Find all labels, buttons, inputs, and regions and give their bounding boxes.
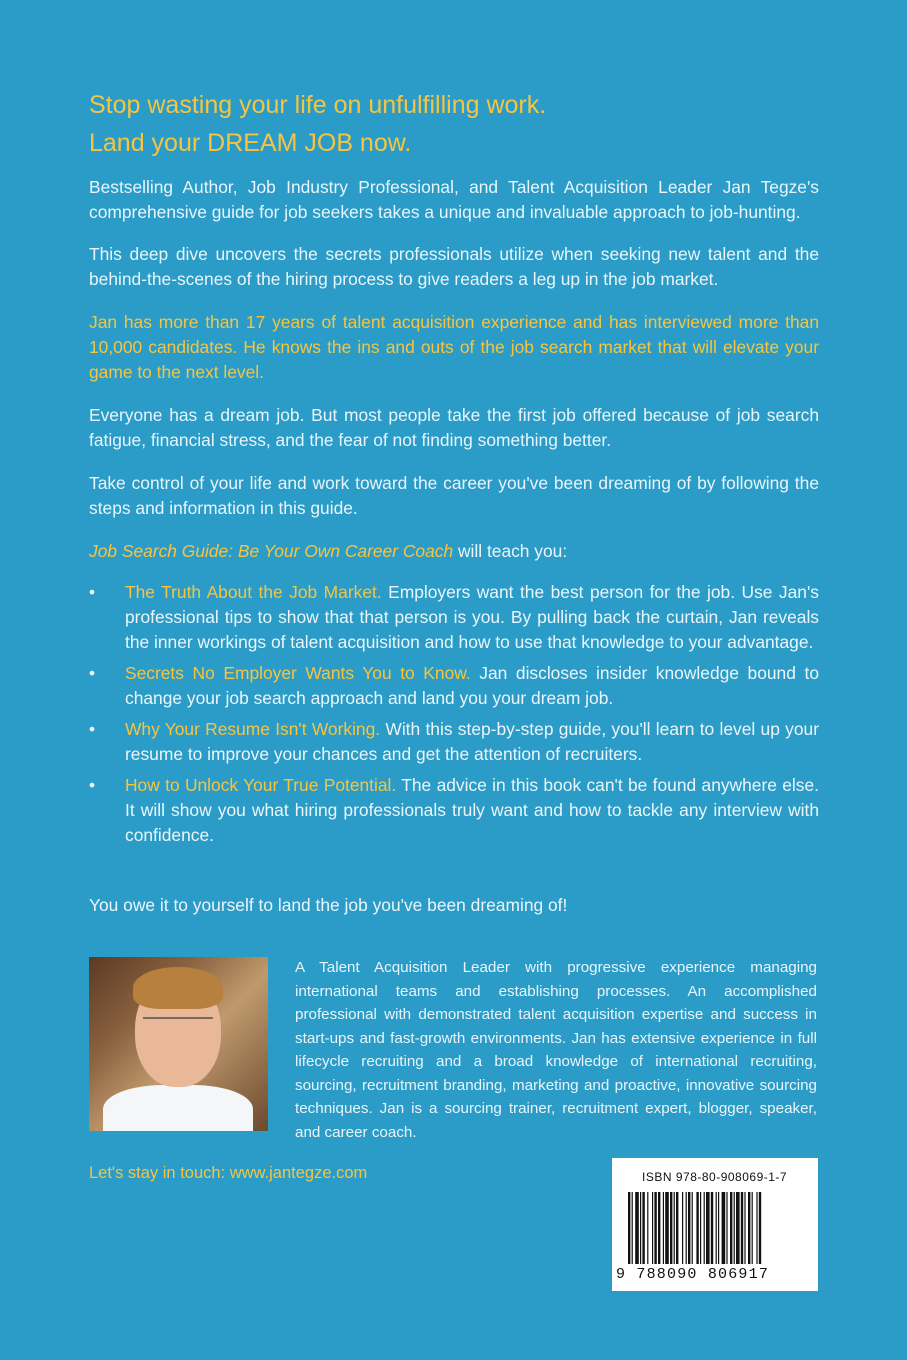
barcode-bar: [663, 1192, 664, 1264]
barcode-bar: [696, 1192, 698, 1264]
barcode-bar: [734, 1192, 735, 1264]
barcode-bars: [624, 1192, 806, 1266]
barcode-bar: [730, 1192, 732, 1264]
closing-line: You owe it to yourself to land the job you've been dreaming of!: [89, 895, 568, 915]
barcode-bar: [674, 1192, 675, 1264]
barcode-bar: [676, 1192, 678, 1264]
contact-line: Let's stay in touch: www.jantegze.com: [89, 1164, 368, 1182]
headline: [89, 86, 829, 162]
photo-hair: [133, 967, 223, 1009]
bullet-lead: Secrets No Employer Wants You to Know.: [125, 663, 471, 683]
list-item: [89, 773, 819, 848]
barcode-bar: [632, 1192, 633, 1264]
bullet-text: With this step-by-step guide, you'll learn to level up your resume to improve your chances and get the attention of recruiters.: [125, 719, 820, 764]
bullet-marker: •: [89, 775, 96, 795]
photo-glasses: [143, 1017, 213, 1039]
barcode-bar: [718, 1192, 719, 1264]
barcode-bar: [741, 1192, 743, 1264]
barcode-bar: [665, 1192, 669, 1264]
barcode-bar: [700, 1192, 701, 1264]
barcode-bar: [640, 1192, 641, 1264]
barcode-bar: [752, 1192, 753, 1264]
barcode-bar: [759, 1192, 761, 1264]
bullet-text: The advice in this book can't be found anywhere else. It will show you what hiring professionals truly want and how to tackle any interview with confidence.: [125, 775, 819, 845]
bullet-lead: Why Your Resume Isn't Working.: [125, 719, 381, 739]
barcode-bar: [692, 1192, 693, 1264]
barcode-bar: [716, 1192, 717, 1264]
paragraph-dream-job: Everyone has a dream job. But most people take the first job offered because of job search fatigue, financial stress, and the fear of not finding something better.: [89, 405, 819, 450]
barcode-bar: [748, 1192, 750, 1264]
barcode-bar: [726, 1192, 727, 1264]
teach-intro-text: will teach you:: [453, 541, 568, 561]
headline-line-1: Stop wasting your life on unfulfilling work.: [89, 91, 547, 119]
bullet-marker: •: [89, 582, 96, 602]
barcode-bar: [722, 1192, 726, 1264]
barcode-bar: [711, 1192, 713, 1264]
book-title: Job Search Guide: Be Your Own Career Coach: [89, 541, 454, 561]
barcode-bar: [652, 1192, 653, 1264]
barcode-bar: [647, 1192, 648, 1264]
photo-shirt: [103, 1085, 253, 1131]
barcode-bar: [706, 1192, 710, 1264]
list-item: [89, 661, 819, 711]
barcode-bar: [635, 1192, 639, 1264]
author-bio: A Talent Acquisition Leader with progressive experience managing international teams and establishing processes. An accomplished professional with demonstrated talent acquisition expertise and success in start-ups and fast-growth environments. Jan has extensive experience in full lifecycle recruiting and a broad knowledge of international recruiting, sourcing, recruitment branding, marketing and proactive, innovative sourcing techniques. Jan is a sourcing trainer, recruitment expert, blogger, speaker, and career coach.: [295, 959, 817, 1141]
paragraph-author: Bestselling Author, Job Industry Professional, and Talent Acquisition Leader Jan Tegze's comprehensive guide for job seekers takes a unique and invaluable approach to job-hunting.: [89, 177, 819, 222]
bullet-lead: How to Unlock Your True Potential.: [125, 775, 397, 795]
list-item: [89, 580, 819, 655]
barcode-bar: [686, 1192, 687, 1264]
paragraph-experience: Jan has more than 17 years of talent acquisition experience and has interviewed more than 10,000 candidates. He knows the ins and outs of the job search market that will elevate your game to the next level.: [89, 312, 819, 382]
barcode-bar: [688, 1192, 690, 1264]
barcode-bar: [628, 1192, 630, 1264]
barcode-bar: [682, 1192, 683, 1264]
barcode-bar: [756, 1192, 757, 1264]
list-item: [89, 717, 819, 767]
barcode-number: 9 788090 806917: [616, 1266, 770, 1283]
barcode-bar: [704, 1192, 705, 1264]
barcode-bar: [654, 1192, 656, 1264]
paragraph-deep-dive: This deep dive uncovers the secrets professionals utilize when seeking new talent and the behind-the-scenes of the hiring process to give readers a leg up in the job market.: [89, 244, 819, 289]
headline-line-2: Land your DREAM JOB now.: [89, 129, 412, 157]
bullet-text: Employers want the best person for the job. Use Jan's professional tips to show that that person is you. By pulling back the curtain, Jan reveals the inner workings of talent acquisition and how to use that knowledge to your advantage.: [125, 582, 819, 652]
bullet-marker: •: [89, 663, 96, 683]
barcode-bar: [670, 1192, 672, 1264]
isbn-barcode: [612, 1158, 818, 1291]
paragraph-take-control: Take control of your life and work toward the career you've been dreaming of by following the steps and information in this guide.: [89, 473, 819, 518]
barcode-bar: [736, 1192, 740, 1264]
isbn-label: ISBN 978-80-908069-1-7: [642, 1170, 788, 1184]
bullet-marker: •: [89, 719, 96, 739]
barcode-bar: [658, 1192, 660, 1264]
teach-intro: [89, 539, 819, 564]
author-photo: [89, 957, 268, 1131]
barcode-bar: [744, 1192, 745, 1264]
bullet-lead: The Truth About the Job Market.: [125, 582, 382, 602]
barcode-bar: [642, 1192, 644, 1264]
bullet-list: [89, 580, 819, 854]
bullet-text: Jan discloses insider knowledge bound to change your job search approach and land you your dream job.: [125, 663, 819, 708]
